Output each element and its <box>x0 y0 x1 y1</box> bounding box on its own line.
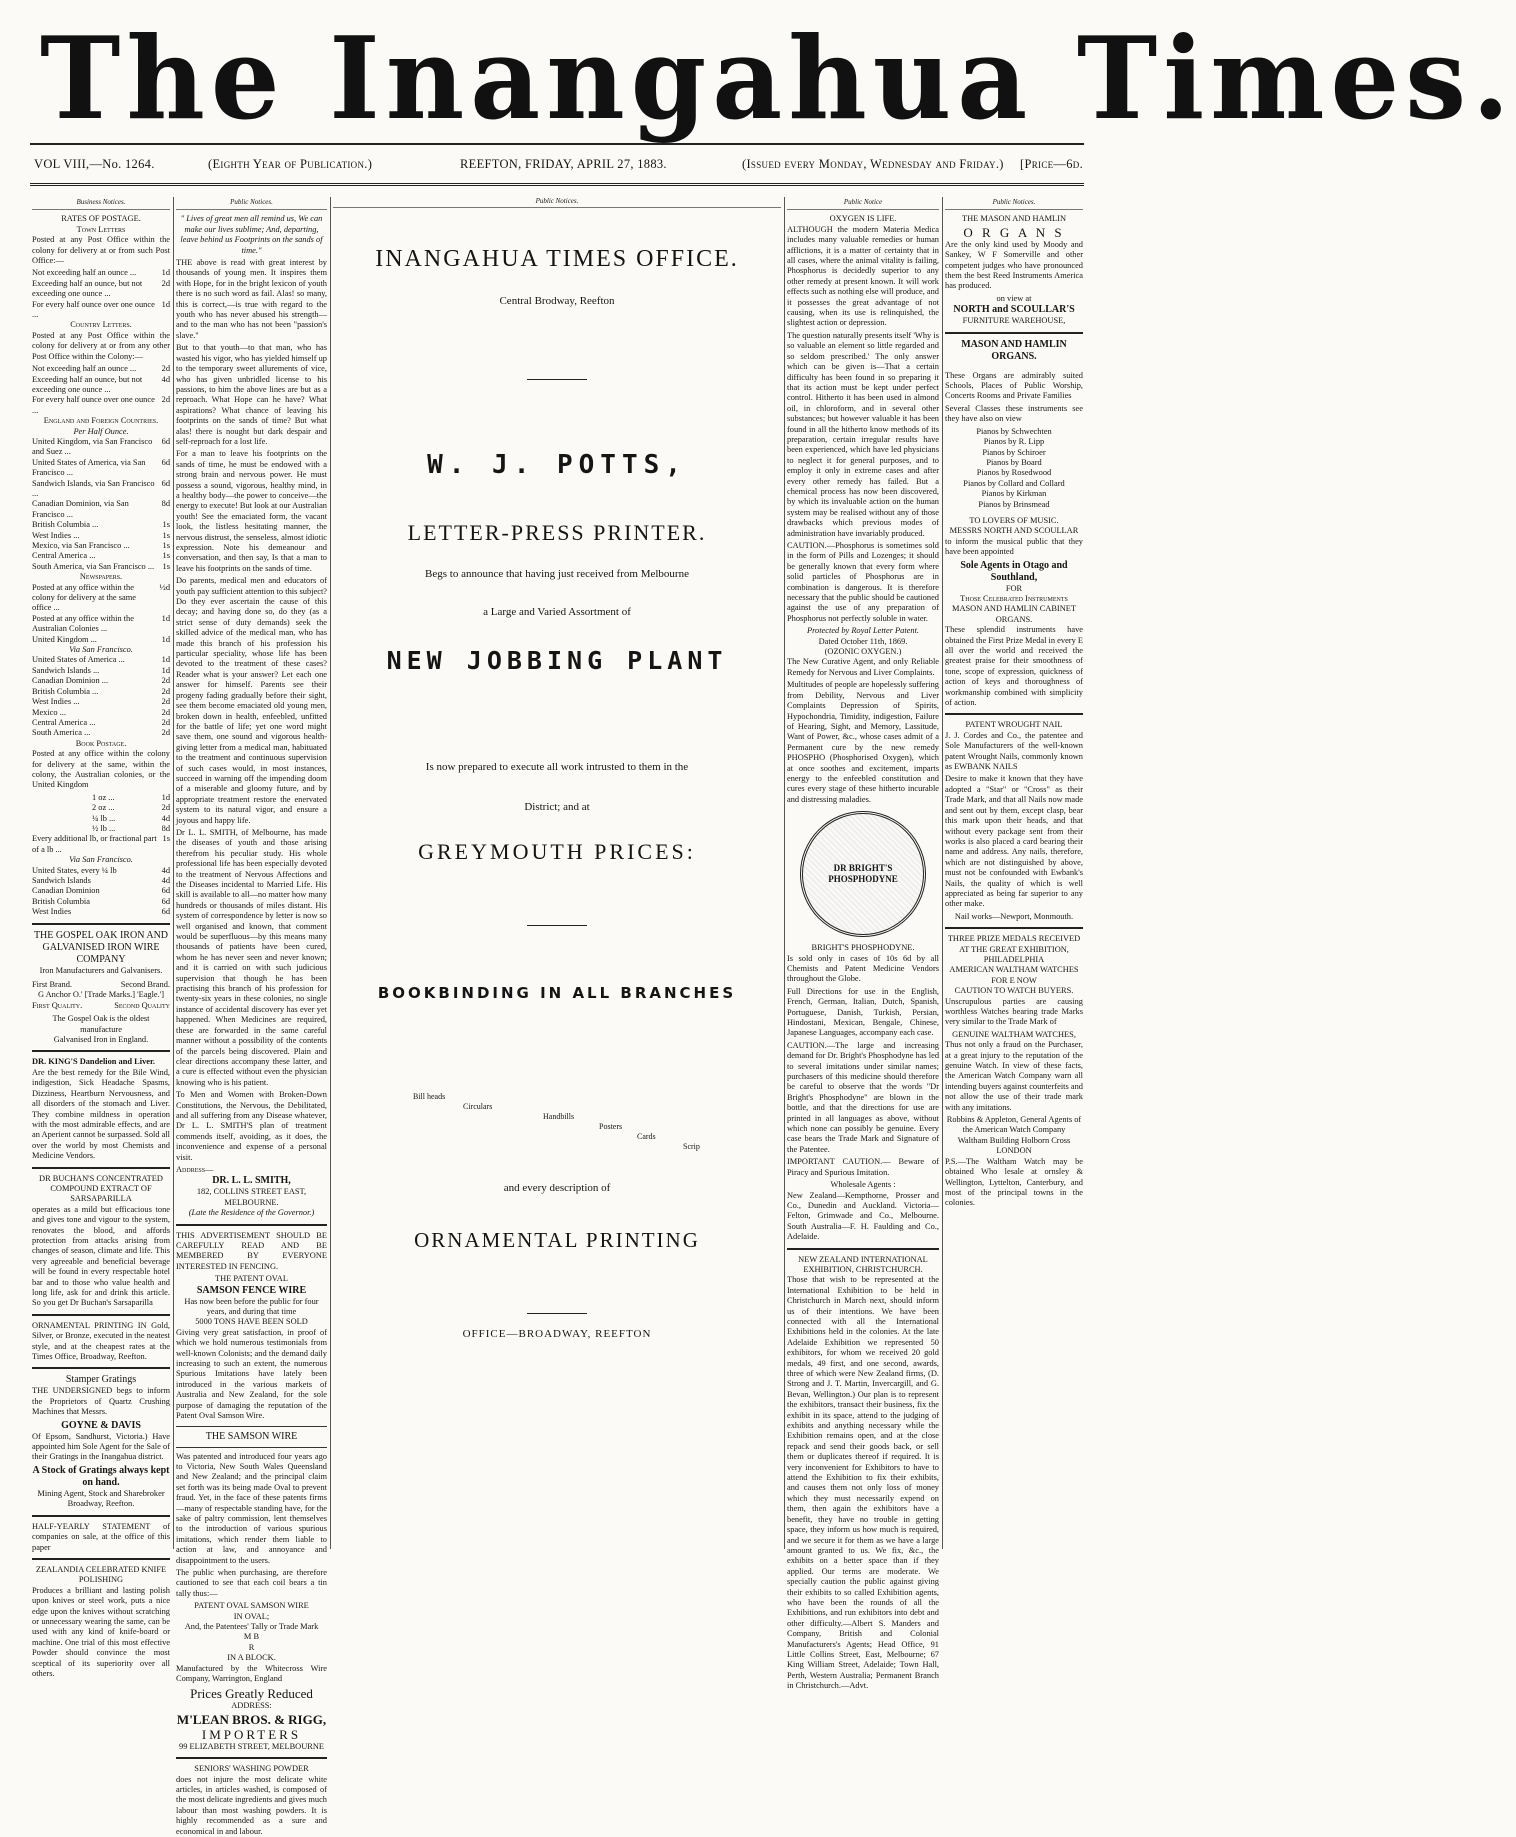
paragraph: Wholesale Agents : <box>830 1180 896 1190</box>
paragraph: Those Celebrated Instruments <box>960 593 1068 603</box>
district-notice: District; and at <box>524 801 590 813</box>
product-item: Circulars <box>463 1102 493 1111</box>
tons-sold: 5000 TONS HAVE BEEN SOLD <box>195 1317 308 1327</box>
rate-row: British Columbia ... 2d <box>32 686 170 696</box>
rate-row: West Indies ... 2d <box>32 697 170 707</box>
price: [Price—6d. <box>1020 157 1083 171</box>
paragraph: Posted at any Post Office within the colony for delivery at or from any other Post Office within the Colony:— <box>32 330 170 361</box>
column-rule <box>330 197 331 1549</box>
rate-row: South America ... 2d <box>32 728 170 738</box>
poem: " Lives of great men all remind us, We can make our lives sublime; And, departing, leave behind us Footprints on the sands of time." <box>180 214 323 255</box>
seniors-washing-powder: SENIORS' WASHING POWDER <box>194 1764 309 1774</box>
rate-row: For every half ounce over one ounce ... 2d <box>32 395 170 415</box>
genuine-waltham: GENUINE WALTHAM WATCHES, <box>952 1029 1076 1039</box>
paragraph: MESSRS NORTH AND SCOULLAR <box>949 526 1079 536</box>
importers: IMPORTERS <box>201 1726 302 1742</box>
dr-smith-address: 182, COLLINS STREET EAST, MELBOURNE. <box>196 1187 307 1207</box>
dr-buchan-title: DR BUCHAN'S CONCENTRATED COMPOUND EXTRACT OF SARSAPARILLA <box>39 1173 163 1204</box>
paragraph: Thus not only a fraud on the Purchaser, at a great injury to the reputation of the genuine Watch. In view of these facts, the American Watch Company warn all intending buyers against counterfeits and not allow the use of their trade mark with any imitations. <box>945 1040 1083 1112</box>
paragraph: Mining Agent, Stock and Sharebroker Broadway, Reefton. <box>37 1488 165 1509</box>
section-subhead: Via San Francisco. <box>69 645 133 655</box>
stamper-gratings-title: Stamper Gratings <box>65 1374 137 1386</box>
postage-title: RATES OF POSTAGE. <box>61 214 141 224</box>
office-location: Central Brodway, Reefton <box>499 295 615 307</box>
rate-row: West Indies ... 1s <box>32 530 170 540</box>
paragraph: Robbins & Appleton, General Agents of the American Watch Company <box>946 1115 1082 1135</box>
paragraph: Desire to make it known that they have adopted a "Star" or "Cross" as their Trade Mark, and that all Nails now made and sent out by them, except clasp, bear this mark upon their heads, and that without every package sent from their works is also placed a card bearing their name and address. Any nails, therefore, which are not distinguished by above, must not be confounded with Ewbank's Nails, the quality of which is well appreciated as being far superior to any other make. <box>945 774 1083 909</box>
paragraph: CAUTION.—Phosphorus is sometimes sold in the form of Pills and Lozenges; it should be generally known that every form where solid particles of Phosphorus are in combination is dangerous. It is therefore necessary that the public should be cautioned against the use of any preparation of Phosphorus not perfectly soluble in water. <box>787 541 939 623</box>
dateline <box>30 143 1084 186</box>
announcement: Begs to announce that having just received from Melbourne <box>425 568 689 580</box>
samson-wire-title: THE SAMSON WIRE <box>205 1430 298 1442</box>
tally: And, the Patentees' Tally or Trade Mark <box>184 1622 319 1631</box>
rate-row: Sandwich Islands 4d <box>32 876 170 885</box>
rate-row: For every half ounce over one ounce ... 1d <box>32 299 170 320</box>
paragraph: (OZONIC OXYGEN.) <box>824 647 902 657</box>
tally: M B <box>243 1632 260 1642</box>
rate-row: ¼ lb ... 4d <box>92 813 170 823</box>
publication-year: (Eighth Year of Publication.) <box>208 157 373 171</box>
paragraph: on view at <box>996 293 1032 303</box>
piano-item: Pianos by R. Lipp <box>983 437 1045 447</box>
rate-row: Exceeding half an ounce, but not exceeding one ounce ... 4d <box>32 374 170 394</box>
mason-hamlin-heading: THE MASON AND HAMLIN <box>962 214 1066 224</box>
organs-title: O R G A N S <box>963 224 1065 240</box>
rate-row: United States of America ... 1d <box>32 655 170 665</box>
ornamental-printing: ORNAMENTAL PRINTING <box>414 1228 700 1252</box>
rate-row: United States of America, via San Francisco ... 6d <box>32 457 170 478</box>
column-music-notices <box>945 197 1083 1549</box>
goyne-davis: GOYNE & DAVIS <box>61 1419 141 1431</box>
mason-hamlin-title: MASON AND HAMLIN <box>961 338 1067 350</box>
paragraph: THE UNDERSIGNED begs to inform the Proprietors of Quartz Crushing Machines that Messrs. <box>32 1386 170 1417</box>
paragraph: New Zealand—Kempthorne, Prosser and Co., Dunedin and Auckland. Victoria—Felton, Grimwade and Co., Melbourne. South Australia—F. H. Faulding and Co., Adelaide. <box>787 1190 939 1242</box>
rate-row: United Kingdom, via San Francisco and Suez ... 6d <box>32 436 170 457</box>
dr-smith-name: DR. L. L. SMITH, <box>212 1175 291 1187</box>
trade-marks: G Anchor O.' [Trade Marks.] 'Eagle.'] <box>37 990 165 1000</box>
brights-phosphodyne: BRIGHT'S PHOSPHODYNE. <box>811 943 915 953</box>
furniture-warehouse: FURNITURE WAREHOUSE, <box>962 316 1066 326</box>
paragraph: These Organs are admirably suited Schools, Places of Public Worship, Concerts Rooms and Private Families <box>945 370 1083 401</box>
product-item: Posters <box>599 1122 623 1131</box>
half-yearly-notice: HALF-YEARLY STATEMENT of companies on sale, at the office of this paper <box>32 1521 170 1552</box>
paragraph: But to that youth—to that man, who has wasted his vigor, who has yielded himself up to the temporary sweet allurements of vice, who has given unbridled license to his passions, to him the above lines are but as a reproach. What Hope can he have? What aspirations? What chance of leaving his footprints on the sands of time? But what alas! there is nought but dark despair and self-reproach for a lost life. <box>176 343 327 446</box>
rate-row: United Kingdom ... 1d <box>32 634 170 644</box>
column-heading: Public Notice <box>787 197 939 210</box>
rate-row: Central America ... 2d <box>32 717 170 727</box>
potts-printer-advertisement <box>333 197 781 1549</box>
piano-item: Pianos by Brinsmead <box>978 499 1050 509</box>
issue-date: REEFTON, FRIDAY, APRIL 27, 1883. <box>460 157 667 171</box>
paragraph: The Gospel Oak is the oldest manufacture <box>52 1014 150 1034</box>
dr-king-title: DR. KING'S Dandelion and Liver. <box>32 1057 156 1067</box>
paragraph: (Late the Residence of the Governor.) <box>188 1208 315 1218</box>
quality-row: First Quality. Second Quality <box>32 1000 170 1010</box>
paragraph: Those that wish to be represented at the International Exhibition to be held in Christchurch in March next, should inform us of their intentions. We have been connected with all the International Exhibitions held in the colonies. At the late Adelaide Exhibition we represented 50 exhibitors, for whom we received 20 gold medals, 49 first, and one second, awards, three of which were New Zealand firms, (D. Strong and J. T. Martin, Invercargill, and G. Bevan, Wellington.) Our plan is to represent the exhibitors, transact their business, fix the exhibit in its space, attend to the judging of exhibits and anything necessary while the Exhibition remains open, and at the close repack and send their goods back, or sell them or duplicates thereof if required. It is very inconvenient for Exhibitors to have to attend the Exhibition to fix their exhibits, and causes them not only loss of money which they must necessarily expend on them, then again the exhibitors have a benefit, they have no trouble in getting space, they inform us how much is required, and we secure it for them as we have a large amount granted to us. We fix, &c., the exhibits on a better space than if they applied. Our terms are moderate. We specially caution the public against giving their exhibits to so called Exhibition agents, who have been the rounds of all the Exhibitions, and run exhibitors into debt and other difficulty.—Albert S. Manders and Company, British and Colonial Manufacturers's Agents; Head Office, 91 Little Collins Street, East, Melbourne; 67 King William Street, Adelaide; Town Hall, Perth, Western Australia; Permanent Branch in Christchurch.—Advt. <box>787 1275 939 1691</box>
product-list <box>333 1092 781 1182</box>
paragraph: Has now been before the public for four years, and during that time <box>184 1296 319 1317</box>
column-oxygen-notice <box>787 197 940 1691</box>
section-subhead: England and Foreign Countries. <box>43 416 159 426</box>
tally: PATENT OVAL SAMSON WIRE <box>194 1601 309 1611</box>
rate-row: West Indies 6d <box>32 907 170 917</box>
rate-row: Central America ... 1s <box>32 551 170 561</box>
paragraph: 99 ELIZABETH STREET, MELBOURNE <box>179 1741 324 1751</box>
paragraph: Protected by Royal Letter Patent. <box>806 626 920 636</box>
paragraph: THE above is read with great interest by thousands of young men. It inspires them with Hope, for in the bright lexicon of youth there is no such word as fail. Alas! so many, this is correct,—is true with regard to the youth who has never abused his strength—and to the man who has not been "passion's slave." <box>176 258 327 340</box>
greymouth-prices: GREYMOUTH PRICES: <box>418 839 696 864</box>
paragraph: FOR <box>1005 583 1023 593</box>
rate-row: Not exceeding half an ounce ... 2d <box>32 364 170 374</box>
paragraph: Waltham Building Holborn Cross LONDON <box>957 1135 1071 1156</box>
waltham-title: AMERICAN WALTHAM WATCHES FOR E NOW <box>949 965 1079 985</box>
tally: IN A BLOCK. <box>227 1653 276 1663</box>
paragraph: To Men and Women with Broken-Down Constitutions, the Nervous, the Debilitated, and all suffering from any Disease whatever, Dr L. L. SMITH'S plan of treatment commends itself, avoiding, as it does, the inconvenience and expense of a personal visit. <box>176 1090 327 1162</box>
oxygen-title: OXYGEN IS LIFE. <box>829 214 897 224</box>
divider <box>527 1313 587 1314</box>
rate-row: Posted at any office within the Australian Colonies ... 1d <box>32 613 170 634</box>
paragraph: Produces a brilliant and lasting polish upon knives or steel work, puts a nice edge upon the knives without scratching or unnecessary wearing the same, can be used with any kind of knife-board or machine. One trial of this most effective Powder should convince the most sceptical of its superiority over all others. <box>32 1585 170 1678</box>
paragraph: J. J. Cordes and Co., the patentee and Sole Manufacturers of the well-known patent Wrought Nails, commonly known as EWBANK NAILS <box>945 730 1083 772</box>
column-heading: Public Notices. <box>333 197 781 208</box>
mclean-bros: M'LEAN BROS. & RIGG, <box>176 1711 327 1727</box>
printer-name: W. J. POTTS, <box>427 450 687 480</box>
divider <box>527 925 587 926</box>
paragraph: Are the only kind used by Moody and Sankey, W F Somerville and other competent judges who have pronounced them the best Reed Instruments America has produced. <box>945 239 1083 291</box>
rate-row: United States, every ¼ lb 4d <box>32 865 170 875</box>
phosphodyne-seal: DR BRIGHT'S PHOSPHODYNE <box>800 811 926 937</box>
zealandia-title: ZEALANDIA CELEBRATED KNIFE POLISHING <box>35 1564 167 1585</box>
patent-nail-title: PATENT WROUGHT NAIL <box>965 720 1063 730</box>
caution-watch-buyers: CAUTION TO WATCH BUYERS. <box>954 986 1074 996</box>
section-subhead: THE PATENT OVAL <box>215 1274 288 1284</box>
gospel-oak-title: THE GOSPEL OAK IRON AND GALVANISED IRON WIRE COMPANY <box>33 929 169 965</box>
exhibition-title: NEW ZEALAND INTERNATIONAL EXHIBITION, CHRISTCHURCH. <box>798 1254 928 1274</box>
piano-item: Pianos by Collard and Collard <box>963 478 1065 488</box>
assortment: a Large and Varied Assortment of <box>483 606 631 618</box>
bookbinding: BOOKBINDING IN ALL BRANCHES <box>377 984 737 1002</box>
office-address: OFFICE—BROADWAY, REEFTON <box>462 1328 652 1340</box>
rate-row: Mexico, via San Francisco ... 1s <box>32 541 170 550</box>
cabinet-organs: MASON AND HAMLIN CABINET ORGANS. <box>952 604 1076 624</box>
piano-item: Pianos by Schiroer <box>982 447 1046 457</box>
paragraph: Multitudes of people are hopelessly suffering from Debility, Nervous and Liver Complaints Depression of Spirits, Hypochondria, Timidity, indigestion, Failure of Hearing, Sight, and Memory, Lassitude, Want of Power, &c., whose cases admit of a Permanent cure by the new remedy PHOSPHO (Phosphorised Oxygen), which at once soothes and excitement, imparts energy to the enfeebled constitution and cures every stage of these hitherto incurable and distressing maladies. <box>787 680 939 804</box>
paragraph: operates as a mild but efficacious tone and gives tone and vigour to the system, renovates the blood, and affords protection from attacks arising from changes of season, climate and life. This very agreeable and beneficial beverage will be found in every respectable hotel bar and to those who value health and long life, ask for and drink this article. So you get Dr Buchan's Sarsaparilla <box>32 1204 170 1308</box>
rate-row: Exceeding half an ounce, but not exceeding one ounce ... 2d <box>32 278 170 299</box>
every-description: and every description of <box>503 1182 611 1194</box>
ornamental-printing-notice: ORNAMENTAL PRINTING IN Gold, Silver, or Bronze, executed in the neatest style, and at the cheapest rates at the Times Office, Broadway, Reefton. <box>32 1320 170 1362</box>
prices-reduced: Prices Greatly Reduced <box>190 1686 313 1702</box>
paragraph: Unscrupulous parties are causing worthless Watches bearing trade Marks very similar to the Trade Mark of <box>945 996 1083 1027</box>
paragraph: Is sold only in cases of 10s 6d by all Chemists and Patent Medicine Vendors throughout the Globe. <box>787 953 939 984</box>
samson-fence-wire-title: SAMSON FENCE WIRE <box>196 1284 307 1296</box>
section-subhead: Via San Francisco. <box>69 855 133 865</box>
section-subhead: Book Postage. <box>75 738 127 748</box>
column-rule <box>942 197 943 1549</box>
paragraph: P.S.—The Waltham Watch may be obtained Who lesale at ornsley & Wellington, Lyttelton, Canterbury, and most of the principal towns in the colonies. <box>945 1156 1083 1208</box>
paragraph: The public when purchasing, are therefore cautioned to see that each coil bears a tin tally thus:— <box>176 1567 327 1598</box>
rate-row: Canadian Dominion, via San Francisco ... 8d <box>32 499 170 519</box>
section-subhead: Town Letters <box>76 224 126 234</box>
paragraph: IMPORTANT CAUTION.— Beware of Piracy and Spurious Imitation. <box>787 1157 939 1177</box>
piano-item: Pianos by Rosedwood <box>976 468 1052 478</box>
lovers-of-music: TO LOVERS OF MUSIC. <box>969 515 1059 525</box>
north-scoullar: NORTH and SCOULLAR'S <box>953 304 1075 316</box>
paragraph: Do parents, medical men and educators of youth pay sufficient attention to this subject? Do they ever ascertain the cause of this decay; and having done so, do they (as a strict sense of duty demands) seek the skilled advice of the medical man, who has made this branch of his profession his particular speciality, whose life has been devoted to the treatment of these cases? Reader what is your answer? Let each one answer for himself. Parents see their progeny fading gradually before their sight, see them become emaciated old young men, broken down in health, enfeebled, unfitted for the battle of life; yet one word might save them, one sound and vigorous health-giving letter from a medical man, habituated to the treatment and continuous supervision of such cases would, in most instances, succeed in warning off the impending doom of a miserable and gloomy future, and by appropriate treatment restore the enervated system to its natural vigor, and ensure a joyous and happy life. <box>176 576 327 825</box>
paragraph: Posted at any office within the colony for delivery at the same, within the colony, the Australian colonies, or the United Kingdom <box>32 749 170 790</box>
paragraph: Galvanised Iron in England. <box>53 1035 149 1045</box>
paragraph: Are the best remedy for the Bile Wind, indigestion, Sick Headache Spasms, Dizziness, Heartburn Nervousness, and all disorders of the stomach and Liver. They combine mildness in operation with the most admirable effects, and are an Aperient cannot be surpassed. Sold all over the world by most Chemists and Medicine Vendors. <box>32 1067 170 1161</box>
piano-item: Pianos by Board <box>986 457 1042 467</box>
rate-row: Sandwich Islands ... 1d <box>32 665 170 675</box>
rate-row: Canadian Dominion ... 2d <box>32 676 170 686</box>
section-subhead: Per Half Ounce. <box>73 426 129 436</box>
paragraph: For a man to leave his footprints on the sands of time, he must be endowed with a strong brain and nervous power. He must possess a sound, vigorous, healthy mind, in a healthy body—the power to conceive—the energy to execute! But look at our Australian youth! See the emaciated form, the vacant look, the listless hesitating manner, the nervous distrust, the senseless, almost idiotic expression. Note his demeanour and conversation, and then say, Is that a man to leave his footprints on the sands of time. <box>176 449 327 573</box>
paragraph: The New Curative Agent, and only Reliable Remedy for Nervous and Liver Complaints. <box>787 657 939 677</box>
product-item: Bill heads <box>413 1092 446 1101</box>
rate-row: Not exceeding half an ounce ... 1d <box>32 268 170 278</box>
paragraph: Manufactured by the Whitecross Wire Company, Warrington, England <box>176 1663 327 1684</box>
rate-row: ½ lb ... 8d <box>92 823 170 833</box>
paragraph: The question naturally presents itself 'Why is so valuable an element so little regarded and so seldom prescribed.' The only answer which can be given is—That a certain difficulty has been found in so preparing it that its action must be kept under perfect control. Hitherto it has been used in almond oil, in chloroform, and in several other substances; but however valuable it has been found in all the hitherto know methods of its preparation, certain irregular results have been experienced, which have led physicians to neglect it for general purposes, and to employ it only in extreme cases and after every other remedy has failed. But a chemical process has now been discovered, by which its invaluable action on the human system may be realised without any of those drawbacks which previous modes of administration have invariably produced. <box>787 330 939 538</box>
product-item: Scrip <box>683 1142 700 1151</box>
tally: IN OVAL; <box>233 1611 270 1621</box>
paragraph: Dated October 11th, 1869. <box>818 636 908 646</box>
address-label: Address— <box>176 1164 214 1174</box>
column-heading: Business Notices. <box>32 197 170 210</box>
rate-row: Mexico ... 2d <box>32 707 170 717</box>
piano-item: Pianos by Schwechten <box>976 426 1052 436</box>
sole-agents: Sole Agents in Otago and Southland, <box>960 559 1068 583</box>
rate-row: Canadian Dominion 6d <box>32 886 170 896</box>
paragraph: These splendid instruments have obtained the First Prize Medal in every E all over the world and received the greatest praise for their smoothness of tone, scope of expression, quickness of action of keys and thoroughness of workmanship combined with simplicity of action. <box>945 625 1083 708</box>
rate-row: British Columbia 6d <box>32 896 170 906</box>
office-title: INANGAHUA TIMES OFFICE. <box>375 246 739 272</box>
address-label: ADDRESS: <box>231 1701 272 1711</box>
rate-row: 1 oz ... 1d <box>92 792 170 802</box>
paragraph: Posted at any Post Office within the colony for delivery at or from such Post Office:— <box>32 235 170 266</box>
masthead-title: The Inangahua Times. <box>40 12 1516 146</box>
rate-row: Posted at any office within the colony for delivery at the same office ... ½d <box>32 582 170 613</box>
stock-notice: A Stock of Gratings always kept on hand. <box>32 1464 170 1488</box>
paragraph: Of Epsom, Sandhurst, Victoria.) Have appointed him Sole Agent for the Sale of their Gratings in the Inangahua district. <box>32 1431 170 1462</box>
paragraph: Iron Manufacturers and Galvanisers. <box>39 965 163 975</box>
tally: R <box>248 1642 255 1652</box>
paragraph: does not injure the most delicate white articles, in articles washed, is composed of the most delicate ingredients and gives much labour than most washing powders. It is highly recommended as a sure and economical in and labour. <box>176 1774 327 1836</box>
volume-number: VOL VIII,—No. 1264. <box>34 157 155 171</box>
issue-schedule: (Issued every Monday, Wednesday and Friday.) <box>742 157 1004 171</box>
rate-row: Every additional lb, or fractional part of a lb ... 1s <box>32 834 170 854</box>
column-heading: Public Notices. <box>176 197 327 210</box>
product-item: Cards <box>637 1132 656 1141</box>
advertisement-notice: THIS ADVERTISEMENT SHOULD BE CAREFULLY READ AND BE MEMBERED BY EVERYONE INTERESTED IN FENCING. <box>176 1230 327 1271</box>
paragraph: Several Classes these instruments see they have also on view <box>945 403 1083 424</box>
prepared-notice: Is now prepared to execute all work intrusted to them in the <box>425 761 689 773</box>
piano-item: Pianos by Kirkman <box>981 489 1047 499</box>
paragraph: Full Directions for use in the English, French, German, Italian, Dutch, Spanish, Portuguese, Danish, Turkish, Persian, Hindostani, Mexican, Bengale, Chinese, Japanese Languages, accompany each case. <box>787 986 939 1038</box>
divider <box>527 379 587 380</box>
rate-row: Sandwich Islands, via San Francisco ... 6d <box>32 478 170 498</box>
rate-row: British Columbia ... 1s <box>32 520 170 530</box>
column-heading: Public Notices. <box>945 197 1083 210</box>
paragraph: Nail works—Newport, Monmouth. <box>954 911 1074 921</box>
paragraph: to inform the musical public that they have been appointed <box>945 536 1083 557</box>
paragraph: ALTHOUGH the modern Materia Medica includes many valuable remedies or human afflictions, it is a matter of certainty that in all cases, where the animal vitality is failing, Phosphorus is decidedly superior to any other remedy at present known. It will work effects such as nothing else will produce, and it possesses the great advantage of not causing, when its use is relinquished, the slightest action or depression. <box>787 224 939 328</box>
paragraph: CAUTION.—The large and increasing demand for Dr. Bright's Phosphodyne has led to several imitations under similar names; purchasers of this medicine should therefore be careful to observe that the words "Dr Bright's Phosphodyne" are blown in the bottle, and that the directions for use are printed in all languages as above, without which none can possibly be genuine. Every case bears the Trade Mark and Signature of the Patentee. <box>787 1040 940 1154</box>
column-rule <box>784 197 785 1549</box>
paragraph: Giving very great satisfaction, in proof of which we hold numerous testimonials from well-known Colonists; and the demand daily increasing to such an extent, the numerous Spurious Imitations have lately been introduced in the various markets of Australia and New Zealand, for the sole purpose of damaging the reputation of the Patent Oval Samson Wire. <box>176 1327 327 1421</box>
paragraph: Dr L. L. SMITH, of Melbourne, has made the diseases of youth and those arising therefrom his peculiar study. His whole professional life has been especially devoted to the treatment of Nervous Affections and the Diseases incidental to Married Life. His skill is available to all—no matter how many hundreds or thousands of miles distant. His system of correspondence by letter is now so well organised and known, that comment would be superfluous—by this means many thousands of patients have been cured, whom he has never seen and never known; and it is carried on with such judicious supervision that though he has been practising this branch of his profession for twenty-six years in these colonies, no single instance of accidental discovery has ever yet happened. When Medicines are required, these are forwarded in the same careful manner without a possibility of the contents of the parcels being discovered. Plain and clear directions accompany these latter, and a cure is effected without even the physician knowing who is his patient. <box>176 827 327 1087</box>
rate-row: 2 oz ... 2d <box>92 803 170 813</box>
product-item: Handbills <box>543 1112 575 1121</box>
section-subhead: Newspapers. <box>79 572 123 582</box>
organs-title: ORGANS. <box>991 350 1037 362</box>
brand-row: First Brand. Second Brand. <box>32 980 170 990</box>
printer-trade: LETTER-PRESS PRINTER. <box>407 520 707 545</box>
jobbing-plant: NEW JOBBING PLANT <box>386 646 728 675</box>
prize-medals: THREE PRIZE MEDALS RECEIVED AT THE GREAT EXHIBITION, PHILADELPHIA <box>947 934 1081 964</box>
column-public-notices <box>176 197 327 1836</box>
rate-row: South America, via San Francisco ... 1s <box>32 561 170 571</box>
section-subhead: Country Letters. <box>70 320 132 330</box>
paragraph: Was patented and introduced four years ago to Victoria, New South Wales Queensland and New Zealand; and the principal claim set forth was its being made Oval to prevent fraud. Yet, in the face of these patents firms—many of respectable standing have, for the sake of paltry commission, lent themselves to the introduction of various spurious imitations, which render them liable to action at law, and annoyance and disappointment to the users. <box>176 1451 327 1565</box>
column-rule <box>173 197 174 1549</box>
column-business-notices <box>32 197 170 1678</box>
